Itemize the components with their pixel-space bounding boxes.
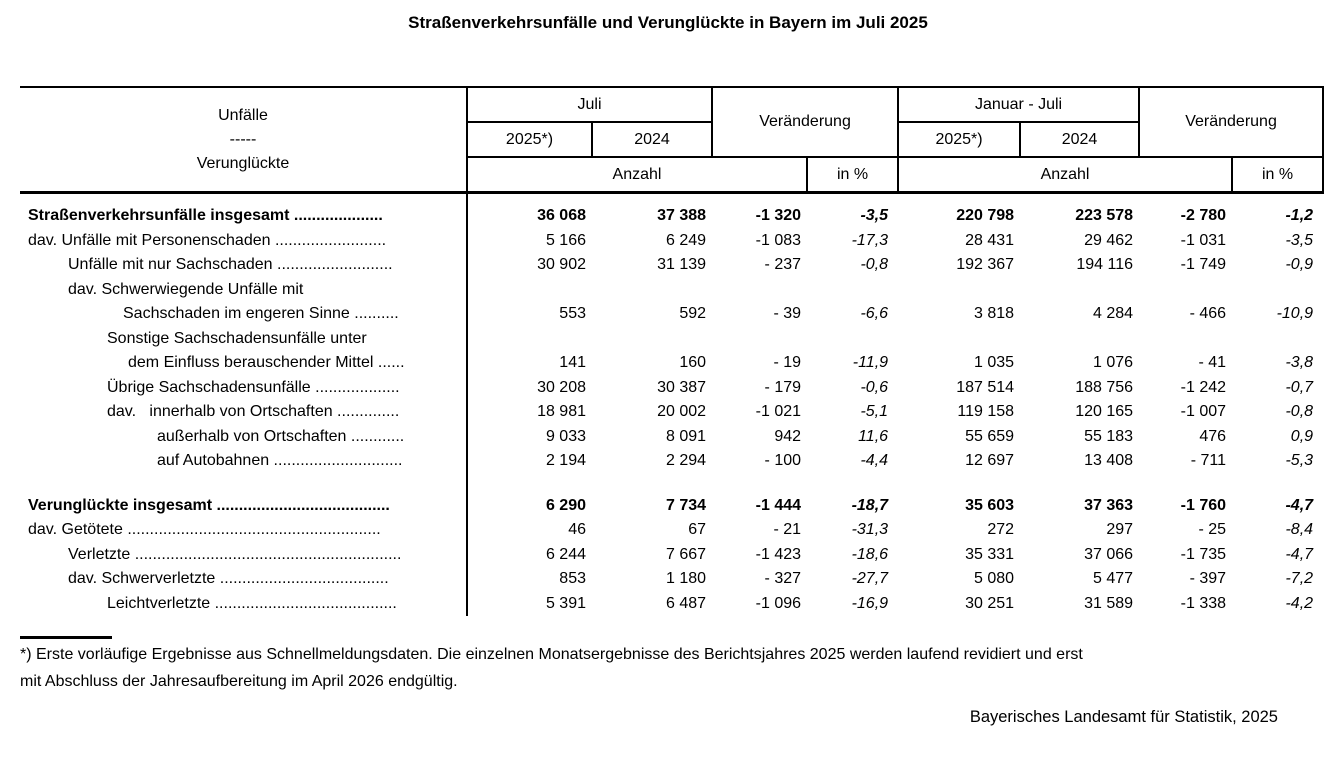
value-cell: 476 [1199,427,1227,445]
value-cell: -1 760 [1180,496,1227,514]
value-cell [592,327,712,352]
value-cell [712,278,807,303]
value-cell [467,278,592,303]
value-cell [467,327,592,352]
value-cell: 1 180 [665,570,707,588]
table-row [20,400,1323,425]
value-cell: -2 780 [1180,207,1227,225]
value-cell: 297 [1106,521,1134,539]
row-label: dav. Getötete ......................................................... [20,518,467,543]
value-cell: 6 290 [545,496,586,514]
header-group-veraenderung-jan-juli: Veränderung [1139,87,1323,157]
value-cell: -31,3 [851,521,889,539]
statistics-table [20,86,1324,616]
header-label-unfaelle: Unfälle [218,106,268,124]
spacer-label-cell [20,193,467,205]
value-cell: -1 735 [1180,545,1227,563]
header-year-2025-juli: 2025*) [467,122,592,157]
value-cell: -0,7 [1285,378,1314,396]
value-cell: 119 158 [957,403,1015,421]
value-cell [712,327,807,352]
value-cell: 12 697 [965,452,1015,470]
value-cell: 592 [679,305,707,323]
value-cell: -0,9 [1285,256,1314,274]
value-cell: 120 165 [1075,403,1134,421]
value-cell: 9 033 [545,427,586,445]
table-header [20,87,1323,193]
table-row [20,567,1323,592]
value-cell: -6,6 [860,305,889,323]
table-row [20,543,1323,568]
value-cell: -1 242 [1180,378,1227,396]
value-cell: 55 659 [965,427,1015,445]
value-cell: -0,8 [860,256,889,274]
value-cell: -5,3 [1285,452,1314,470]
row-label: Sonstige Sachschadensunfälle unter [20,327,467,352]
value-cell: 272 [987,521,1015,539]
value-cell [1139,278,1232,303]
value-cell: 553 [559,305,586,323]
value-cell: 36 068 [537,207,586,225]
row-label: dem Einfluss berauschender Mittel ...... [20,351,467,376]
value-cell: -0,6 [860,378,889,396]
value-cell: 942 [774,427,802,445]
value-cell [592,278,712,303]
value-cell: -1 338 [1180,594,1227,612]
value-cell: -11,9 [852,354,889,372]
header-label-divider: ----- [229,130,257,148]
value-cell: 188 756 [1075,378,1134,396]
row-label: Übrige Sachschadensunfälle ................... [20,376,467,401]
value-cell: - 397 [1189,570,1227,588]
value-cell [1139,327,1232,352]
value-cell: 31 589 [1084,594,1134,612]
value-cell: 4 284 [1092,305,1134,323]
value-cell: - 179 [764,378,802,396]
table-row [20,592,1323,617]
row-label: Sachschaden im engeren Sinne .......... [20,302,467,327]
value-cell: 5 080 [973,570,1015,588]
header-year-2025-jan-juli: 2025*) [898,122,1020,157]
value-cell [1020,278,1139,303]
value-cell: -8,4 [1285,521,1314,539]
value-cell: -0,8 [1285,403,1314,421]
value-cell: 223 578 [1075,207,1134,225]
value-cell: -7,2 [1285,570,1314,588]
row-label: dav. Unfälle mit Personenschaden ......................... [20,229,467,254]
table-row [20,278,1323,303]
value-cell: 35 603 [965,496,1015,514]
row-label: Straßenverkehrsunfälle insgesamt .................... [20,204,467,229]
value-cell [1232,327,1323,352]
spacer-label-cell [20,474,467,494]
value-cell: 192 367 [956,256,1015,274]
table-row [20,253,1323,278]
table-row [20,425,1323,450]
value-cell: 30 387 [657,378,707,396]
value-cell [1020,327,1139,352]
value-cell: - 327 [764,570,802,588]
header-group-veraenderung-juli: Veränderung [712,87,898,157]
table-row [20,302,1323,327]
value-cell: - 711 [1190,452,1227,470]
value-cell: 31 139 [657,256,707,274]
header-year-2024-jan-juli: 2024 [1020,122,1139,157]
value-cell: 30 251 [965,594,1015,612]
table-row [20,204,1323,229]
value-cell: -3,5 [860,207,889,225]
value-cell: - 39 [773,305,802,323]
row-label: auf Autobahnen ............................. [20,449,467,474]
value-cell: -1 096 [755,594,802,612]
value-cell: 29 462 [1084,231,1134,249]
value-cell: -3,5 [1285,231,1314,249]
value-cell: 11,6 [858,427,889,445]
value-cell: 1 035 [973,354,1015,372]
header-in-percent-juli: in % [807,157,898,193]
value-cell: 46 [568,521,586,539]
row-label: Unfälle mit nur Sachschaden .......................... [20,253,467,278]
table-top-spacer [20,193,1323,205]
value-cell: 6 244 [545,545,586,563]
value-cell: -1,2 [1285,207,1314,225]
value-cell: -1 021 [755,403,802,421]
row-label: Verunglückte insgesamt ....................................... [20,494,467,519]
value-cell: -4,2 [1285,594,1314,612]
value-cell: 5 391 [545,594,586,612]
header-label-verunglueckte: Verunglückte [196,154,290,172]
value-cell: 35 331 [965,545,1015,563]
value-cell: 30 208 [537,378,586,396]
header-year-2024-juli: 2024 [592,122,712,157]
table-row [20,518,1323,543]
value-cell: -1 320 [755,207,802,225]
header-in-percent-jan-juli: in % [1232,157,1323,193]
header-anzahl-juli: Anzahl [467,157,807,193]
footnote-rule [20,636,112,639]
value-cell: - 19 [773,354,802,372]
value-cell: -18,6 [851,545,889,563]
value-cell: -4,7 [1285,496,1314,514]
value-cell: -4,4 [860,452,889,470]
spacer-cell [467,474,1323,494]
value-cell: 37 066 [1084,545,1134,563]
row-label: dav. Schwerwiegende Unfälle mit [20,278,467,303]
value-cell: 67 [688,521,707,539]
table-body [20,193,1323,617]
value-cell: 55 183 [1084,427,1134,445]
value-cell: 7 734 [665,496,707,514]
value-cell: - 100 [764,452,802,470]
value-cell: -1 444 [755,496,802,514]
value-cell: -17,3 [851,231,889,249]
table-row [20,351,1323,376]
value-cell: - 466 [1189,305,1227,323]
value-cell: - 21 [773,521,802,539]
table-row [20,494,1323,519]
value-cell: 5 477 [1092,570,1134,588]
value-cell: -1 749 [1180,256,1227,274]
value-cell: 2 294 [665,452,707,470]
footnote-line-1: *) Erste vorläufige Ergebnisse aus Schnellmeldungsdaten. Die einzelnen Monatsergebnisse des Berichtsjahres 2025 werden laufend revidiert und erst [20,646,1083,663]
row-label: Leichtverletzte ......................................... [20,592,467,617]
row-label: dav. Schwerverletzte ...................................... [20,567,467,592]
value-cell: 37 388 [657,207,707,225]
value-cell: - 237 [764,256,802,274]
value-cell: 13 408 [1084,452,1134,470]
value-cell: -1 031 [1180,231,1227,249]
value-cell: 18 981 [537,403,586,421]
table-row [20,327,1323,352]
value-cell: 5 166 [545,231,586,249]
row-label: außerhalb von Ortschaften ............ [20,425,467,450]
value-cell [898,327,1020,352]
value-cell: 1 076 [1092,354,1134,372]
row-label: Verletzte ............................................................ [20,543,467,568]
value-cell: -4,7 [1285,545,1314,563]
value-cell: -3,8 [1285,354,1314,372]
value-cell: 20 002 [657,403,707,421]
table-row [20,376,1323,401]
value-cell: 141 [559,354,586,372]
value-cell: 160 [679,354,707,372]
value-cell: 6 249 [665,231,707,249]
value-cell: 0,9 [1290,427,1314,445]
value-cell: 37 363 [1084,496,1134,514]
header-group-januar-juli: Januar - Juli [898,87,1139,122]
value-cell: -10,9 [1276,305,1314,323]
value-cell: 8 091 [665,427,707,445]
header-group-juli: Juli [467,87,712,122]
table-row [20,449,1323,474]
value-cell: -16,9 [851,594,889,612]
section-gap-spacer [20,474,1323,494]
header-row-label [20,87,467,193]
value-cell: 6 487 [665,594,707,612]
value-cell: -5,1 [860,403,889,421]
value-cell [898,278,1020,303]
source-attribution: Bayerisches Landesamt für Statistik, 2025 [969,708,1278,726]
value-cell: 3 818 [973,305,1015,323]
spacer-cell [467,193,1323,205]
value-cell: 220 798 [956,207,1015,225]
header-row-groups [20,87,1323,122]
value-cell: 28 431 [965,231,1015,249]
value-cell [807,278,898,303]
value-cell [1232,278,1323,303]
value-cell: 2 194 [545,452,586,470]
value-cell: - 25 [1198,521,1227,539]
header-anzahl-jan-juli: Anzahl [898,157,1232,193]
value-cell: 30 902 [537,256,586,274]
value-cell: -1 083 [755,231,802,249]
value-cell [807,327,898,352]
page-title: Straßenverkehrsunfälle und Verunglückte in Bayern im Juli 2025 [408,13,928,32]
table-row [20,229,1323,254]
value-cell: -27,7 [851,570,889,588]
value-cell: 194 116 [1076,256,1134,274]
value-cell: 7 667 [665,545,707,563]
value-cell: 187 514 [956,378,1015,396]
value-cell: 853 [559,570,586,588]
row-label: dav. innerhalb von Ortschaften .............. [20,400,467,425]
footnote-line-2: mit Abschluss der Jahresaufbereitung im April 2026 endgültig. [20,673,458,690]
value-cell: -18,7 [851,496,889,514]
value-cell: - 41 [1198,354,1227,372]
value-cell: -1 007 [1180,403,1227,421]
value-cell: -1 423 [755,545,802,563]
